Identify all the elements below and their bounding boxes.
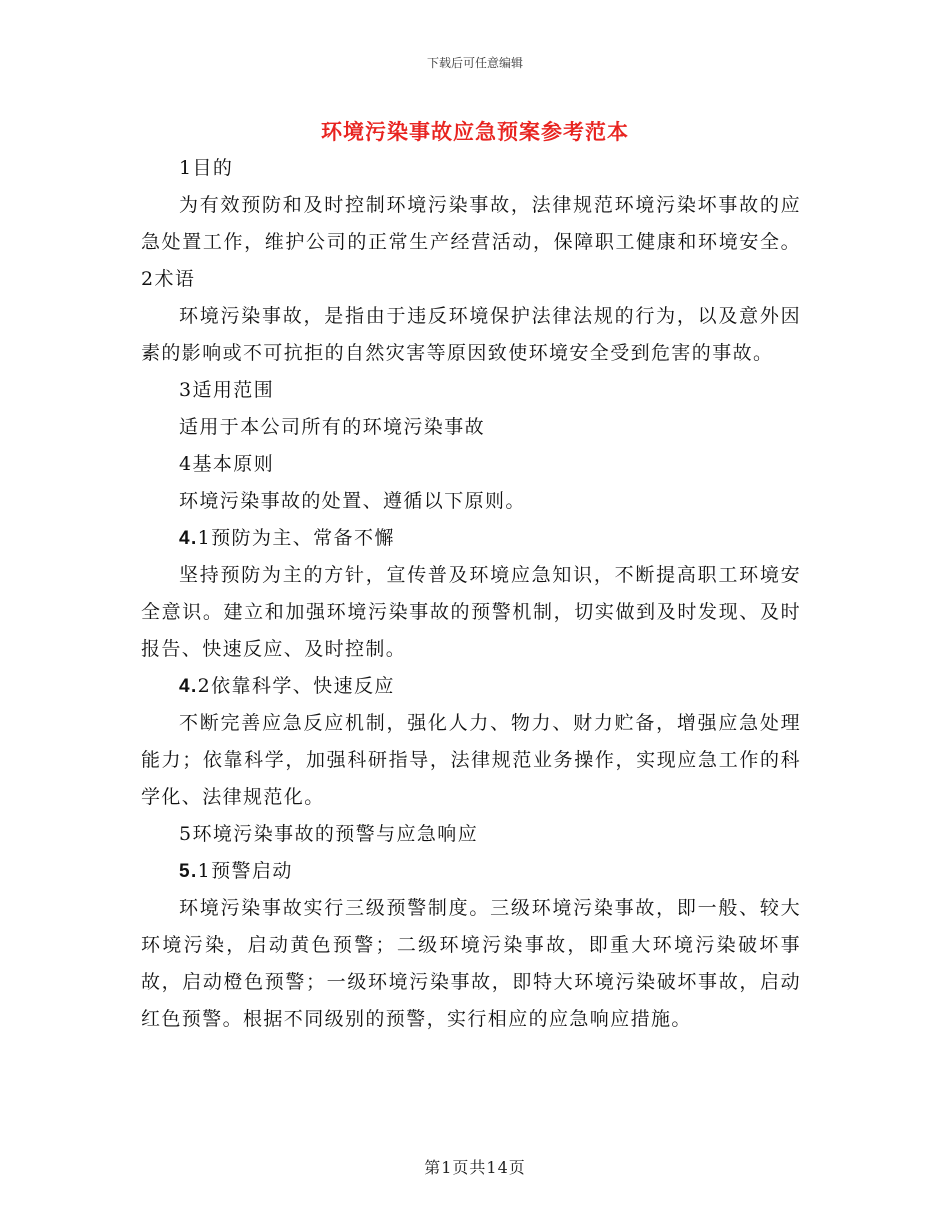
paragraph-science: 不断完善应急反应机制，强化人力、物力、财力贮备，增强应急处理能力；依靠科学，加强科研指导，法律规范业务操作，实现应急工作的科学化、法律规范化。	[141, 712, 801, 808]
page-number-footer: 第1页共14页	[424, 1158, 526, 1177]
paragraph-warning-levels: 环境污染事故实行三级预警制度。三级环境污染事故，即一般、较大环境污染，启动黄色预警；二级环境污染事故，即重大环境污染破坏事故，启动橙色预警；一级环境污染事故，即特大环境污染破坏事故，启动红色预警。根据不同级别的预警，实行相应的应急响应措施。	[141, 897, 801, 1030]
paragraph-definition: 环境污染事故，是指由于违反环境保护法律法规的行为，以及意外因素的影响或不可抗拒的自然灾害等原因致使环境安全受到危害的事故。	[141, 305, 801, 364]
subsection-heading-4-1: 4.1预防为主、常备不懈	[179, 527, 395, 549]
subsection-heading-4-2: 4.2依靠科学、快速反应	[179, 675, 395, 697]
section-heading-scope: 3适用范围	[179, 379, 275, 401]
subsection-heading-5-1: 5.1预警启动	[179, 860, 293, 882]
paragraph-purpose: 为有效预防和及时控制环境污染事故，法律规范环境污染坏事故的应急处置工作，维护公司的正常生产经营活动，保障职工健康和环境安全。2术语	[141, 194, 801, 290]
paragraph-scope: 适用于本公司所有的环境污染事故	[179, 416, 486, 438]
document-title: 环境污染事故应急预案参考范本	[321, 119, 629, 144]
paragraph-principles: 环境污染事故的处置、遵循以下原则。	[179, 490, 526, 512]
paragraph-prevention: 坚持预防为主的方针，宣传普及环境应急知识，不断提高职工环境安全意识。建立和加强环境污染事故的预警机制，切实做到及时发现、及时报告、快速反应、及时控制。	[141, 564, 801, 660]
section-heading-purpose: 1目的	[179, 157, 234, 179]
section-heading-warning: 5环境污染事故的预警与应急响应	[179, 823, 479, 845]
section-heading-principles: 4基本原则	[179, 453, 275, 475]
document-body	[141, 150, 801, 1038]
page-header-note: 下载后可任意编辑	[426, 56, 523, 70]
